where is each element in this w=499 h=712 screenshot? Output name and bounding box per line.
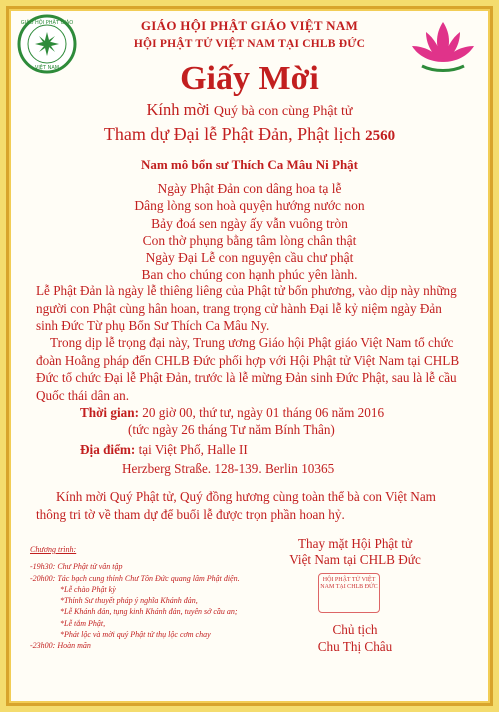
closing-line2: thông tri tờ về tham dự để buổi lễ được trọn phần hoan hỷ.	[36, 506, 345, 522]
buddhist-year: 2560	[365, 128, 396, 144]
program-item: -20h00: Tác bạch cung thỉnh Chư Tôn Đức quang lâm Phật điện.	[30, 573, 240, 583]
logo-text-top: GIÁO HỘI PHẬT GIÁO	[20, 20, 74, 26]
closing-paragraph	[36, 488, 476, 523]
time-label: Thời gian:	[80, 405, 139, 420]
invite-line	[0, 100, 499, 120]
program-schedule	[30, 544, 240, 652]
poem-line: Bảy đoá sen ngày ấy vẫn vuông tròn	[151, 215, 348, 231]
time-value: 20 giờ 00, thứ tư, ngày 01 tháng 06 năm 2016	[142, 405, 385, 420]
signature-block-heading	[265, 536, 445, 568]
program-heading: Chương trình:	[30, 545, 77, 554]
program-item: *Lễ tắm Phật,	[60, 618, 106, 628]
poem-line: Ban cho chúng con hạnh phúc yên lành.	[141, 267, 358, 283]
org-name-line1: GIÁO HỘI PHẬT GIÁO VIỆT NAM	[140, 18, 359, 33]
poem-line: Dâng lòng son hoà quyện hướng nước non	[134, 198, 365, 214]
poem-line: Ngày Phật Đản con dâng hoa tạ lễ	[157, 181, 342, 196]
program-item: -19h30: Chư Phật tử vân tập	[30, 562, 123, 572]
program-item: *Phát lộc và mời quý Phật tử thụ lộc cơm chay	[60, 630, 211, 640]
namo-line: Nam mô bổn sư Thích Ca Mâu Ni Phật	[140, 157, 359, 172]
page-title: Giấy Mời	[180, 60, 319, 97]
signatory	[265, 621, 445, 655]
invite-recipients: Quý bà con cùng Phật tử	[213, 104, 353, 119]
lunar-date: (tức ngày 26 tháng Tư năm Bính Thân)	[128, 422, 335, 438]
program-item: *Thỉnh Sư thuyết pháp ý nghĩa Khánh đản,	[60, 596, 198, 606]
program-item: -23h00: Hoàn mãn	[30, 641, 91, 651]
poem-line: Ngày Đại Lễ con nguyện cầu chư phật	[145, 250, 354, 266]
place-line1: tại Việt Phố, Halle II	[138, 441, 248, 457]
place-line2: Herzberg Straße. 128-139. Berlin 10365	[122, 460, 335, 476]
signatory-role: Chủ tịch	[332, 622, 378, 637]
event-details	[80, 404, 384, 477]
place-label: Địa điểm:	[80, 441, 136, 457]
poem	[0, 180, 499, 284]
paragraph-intro: Lễ Phật Đản là ngày lễ thiêng liêng của Phật tử bốn phương, vào dịp này những người con Phật cùng hân hoan, trang trọng cử hành Đại lễ kỷ niệm ngày Đản sinh Đức Từ phụ Bổn Sư Thích Ca Mâu Ny.	[36, 283, 457, 333]
official-stamp: HỘI PHẬT TỬ VIỆT NAM TẠI CHLB ĐỨC	[318, 573, 380, 613]
org-name-line2: HỘI PHẬT TỬ VIỆT NAM TẠI CHLB ĐỨC	[133, 38, 366, 50]
closing-line1: Kính mời Quý Phật tử, Quý đồng hương cùng toàn thể bà con Việt Nam	[56, 489, 436, 504]
attend-text: Tham dự Đại lễ Phật Đản, Phật lịch	[103, 124, 361, 144]
signatory-name: Chu Thị Châu	[317, 639, 393, 654]
program-item: *Lễ chào Phật kỳ	[60, 584, 116, 594]
program-item: *Lễ Khánh đản, tụng kinh Khánh đản, tuyên sớ cầu an;	[60, 607, 238, 617]
signature-line2: Việt Nam tại CHLB Đức	[289, 552, 421, 567]
invite-prefix: Kính mời	[146, 100, 210, 119]
attend-line	[0, 124, 499, 145]
logo-text-bottom: VIỆT NAM	[34, 65, 60, 71]
poem-line: Con thờ phụng bằng tâm lòng chân thật	[142, 232, 357, 248]
signature-line1: Thay mặt Hội Phật tử	[297, 536, 413, 551]
paragraph-organization: Trong dịp lễ trọng đại này, Trung ương Giáo hội Phật giáo Việt Nam tổ chức đoàn Hoằng pháp đến CHLB Đức phối hợp với Hội Phật tử Việt Nam tại CHLB Đức tổ chức Đại lễ Phật Đản, trước là lễ mừng Đản sinh Đức Phật, sau là lễ cầu Quốc thái dân an.	[36, 335, 460, 403]
